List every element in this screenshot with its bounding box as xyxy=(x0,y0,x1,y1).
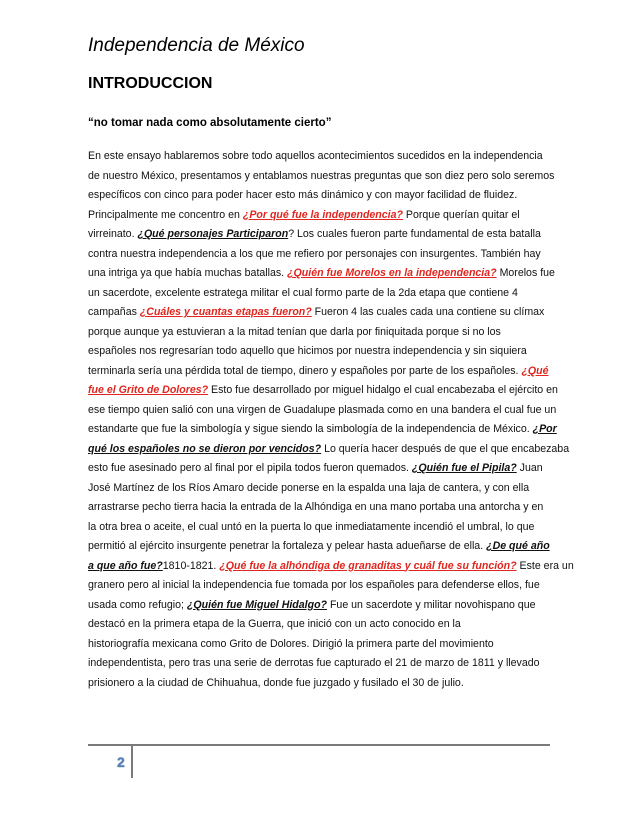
body-text-run: permitió al ejército insurgente penetrar la fortaleza y pelear hasta adueñarse de ella. xyxy=(88,540,487,552)
body-text-run: terminarla sería una pérdida total de tiempo, dinero y españoles por parte de los españoles. xyxy=(88,364,522,377)
body-line xyxy=(88,654,550,674)
body-line xyxy=(88,167,555,187)
body-line xyxy=(88,264,555,284)
question-highlight: ¿Por xyxy=(532,423,557,435)
section-heading: INTRODUCCION xyxy=(88,75,213,92)
body-text-run: campañas xyxy=(88,306,140,318)
body-line xyxy=(88,674,550,694)
body-line xyxy=(88,362,550,382)
body-text-run: granero pero al inicial la independencia fue tomada por los españoles para defenderse ellos, fue xyxy=(88,579,540,591)
body-text-run: Principalmente me concentro en xyxy=(88,208,243,221)
body-line xyxy=(88,557,574,577)
question-highlight-red: fue el Grito de Dolores? xyxy=(88,384,209,396)
body-text-run: esto fue asesinado pero al final por el pipila todos fueron quemados. xyxy=(88,462,412,474)
body-line xyxy=(88,537,550,557)
body-line xyxy=(88,615,550,635)
body-text-run: ese tiempo quien salió con una virgen de Guadalupe plasmada como en una bandera el cual fue un xyxy=(88,403,557,416)
body-text-run: un sacerdote, excelente estratega militar el cual formo parte de la 2da etapa que contiene 4 xyxy=(88,286,518,299)
body-line xyxy=(88,206,550,226)
body-text-run: porque aunque ya estuvieran a la mitad tenían que darla por finiquitada porque si no los xyxy=(88,325,501,338)
body-line xyxy=(88,342,550,362)
body-text-run: Fueron 4 las cuales cada una contiene su clímax xyxy=(311,306,545,318)
body-line xyxy=(88,186,550,206)
body-line xyxy=(88,225,550,245)
body-text-run: Esto fue desarrollado por miguel hidalgo el cual encabezaba el ejército en xyxy=(208,384,558,396)
question-highlight: ¿Quién fue el Pipila? xyxy=(411,462,517,474)
body-text-run: prisionero a la ciudad de Chihuahua, donde fue juzgado y fusilado el 30 de julio. xyxy=(88,676,464,689)
question-highlight: ¿Qué personajes Participaron xyxy=(137,228,289,240)
body-text-run: españoles nos regresarían todo aquello que hicimos por nuestra independencia y sin siquiera xyxy=(88,345,527,357)
question-highlight: qué los españoles no se dieron por vencidos? xyxy=(88,442,322,455)
body-text-run: Fue un sacerdote y militar novohispano que xyxy=(327,598,536,611)
body-line xyxy=(88,498,550,518)
body-line xyxy=(88,401,557,421)
body-text-run: contra nuestra independencia a los que me refiero por personajes con insurgentes. También hay xyxy=(88,247,541,260)
body-text-run: historiografía mexicana como Grito de Dolores. Dirigió la primera parte del movimiento xyxy=(88,637,494,650)
body-text-run: Lo quería hacer después de que el que encabezaba xyxy=(321,442,570,455)
body-text-run: usada como refugio; xyxy=(88,598,187,611)
question-highlight-red: ¿Por qué fue la independencia? xyxy=(242,208,403,221)
body-text-run: En este ensayo hablaremos sobre todo aquellos acontecimientos sucedidos en la independencia xyxy=(88,150,543,162)
body-text-run: 1810-1821. xyxy=(162,559,220,572)
body-line xyxy=(88,576,550,596)
body-text-run: ? Los cuales fueron parte fundamental de esta batalla xyxy=(288,228,541,240)
body-text-run: estandarte que fue la simbología y sigue siendo la simbología de la independencia de México. xyxy=(88,423,533,435)
body-text-run: destacó en la primera etapa de la Guerra, que inició con un acto conocido en la xyxy=(88,618,461,630)
question-highlight: a que año fue? xyxy=(88,559,163,572)
body-text-run: Juan xyxy=(516,462,543,474)
body-text-run: Porque querían quitar el xyxy=(402,208,520,221)
body-text-run: de nuestro México, presentamos y entablamos nuestras preguntas que son diez pero solo seremos xyxy=(88,169,555,182)
body-line xyxy=(88,635,550,655)
body-text-run: Este era un xyxy=(516,559,574,572)
body-text-run: independentista, pero tras una serie de derrotas fue capturado el 21 de marzo de 1811 y llevado xyxy=(88,657,540,669)
body-line xyxy=(88,596,550,616)
body-line xyxy=(88,518,550,538)
body-text-run: virreinato. xyxy=(88,228,138,240)
body-text-run: Morelos fue xyxy=(496,267,555,279)
body-text-run: arrastrarse pecho tierra hacia la entrada de la Alhóndiga en una mano portaba una antorcha y en xyxy=(88,501,544,513)
body-line xyxy=(88,459,550,479)
question-highlight-red: ¿Qué xyxy=(521,364,549,377)
body-text-run: específicos con cinco para poder hacer esto más dinámico y con mayor facilidad de fluidez. xyxy=(88,189,518,201)
question-highlight-red: ¿Qué fue la alhóndiga de granaditas y cuál fue su función? xyxy=(219,559,517,572)
body-text-run: José Martínez de los Ríos Amaro decide ponerse en la espalda una laja de cantera, y con ella xyxy=(88,481,530,494)
question-highlight: ¿De qué año xyxy=(486,540,550,552)
page-number: 2 xyxy=(117,754,125,770)
body-line xyxy=(88,147,550,167)
body-line xyxy=(88,381,558,401)
question-highlight-red: ¿Quién fue Morelos en la independencia? xyxy=(287,267,497,279)
body-line xyxy=(88,245,550,265)
body-text-run: la otra brea o aceite, el cual untó en la puerta lo que inmediatamente incendió el umbral, lo que xyxy=(88,520,535,533)
footer-vertical-divider xyxy=(131,744,133,778)
body-line xyxy=(88,420,557,440)
body-line xyxy=(88,323,550,343)
body-line xyxy=(88,284,550,304)
epigraph-quote: “no tomar nada como absolutamente cierto” xyxy=(88,117,332,129)
body-line xyxy=(88,303,550,323)
body-text-run: una intriga ya que había muchas batallas. xyxy=(88,267,288,279)
body-line xyxy=(88,440,570,460)
document-title: Independencia de México xyxy=(88,35,305,56)
body-line xyxy=(88,479,550,499)
question-highlight: ¿Quién fue Miguel Hidalgo? xyxy=(186,598,328,611)
essay-body xyxy=(88,147,574,693)
footer-divider xyxy=(88,744,550,746)
question-highlight-red: ¿Cuáles y cuantas etapas fueron? xyxy=(139,306,312,318)
